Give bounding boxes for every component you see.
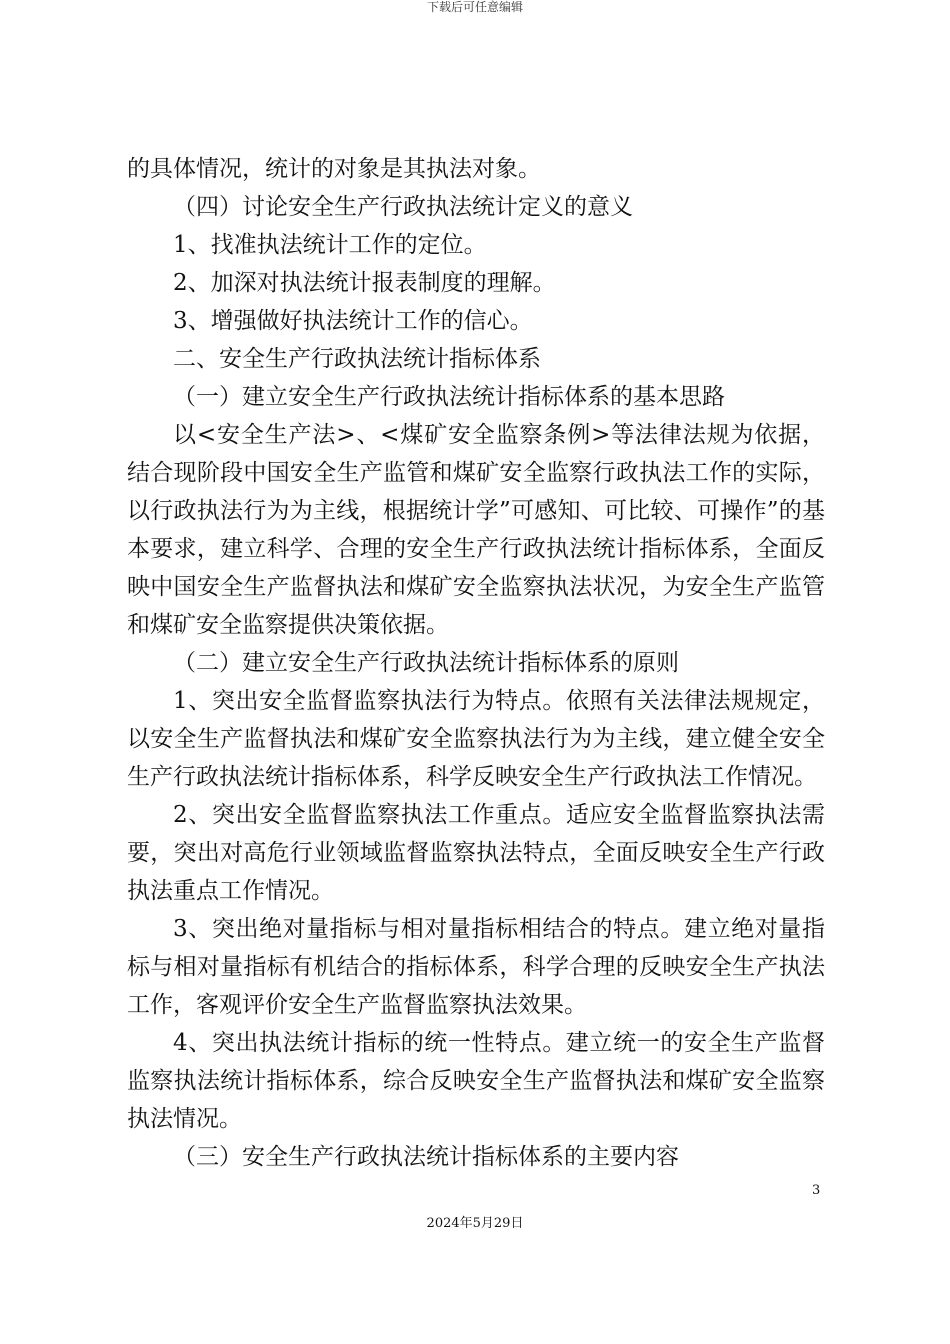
list-item-3: 3、增强做好执法统计工作的信心。 [173, 308, 533, 334]
list-item-2: 2、加深对执法统计报表制度的理解。 [173, 270, 556, 296]
principle-item-3: 3、突出绝对量指标与相对量指标相结合的特点。建立绝对量指标与相对量指标有机结合的指标体系，科学合理的反映安全生产执法工作，客观评价安全生产监督监察执法效果。 [127, 916, 825, 1018]
chapter-heading-2: 二、安全生产行政执法统计指标体系 [173, 346, 541, 372]
paragraph-basic-approach: 以<安全生产法>、<煤矿安全监察条例>等法律法规为依据，结合现阶段中国安全生产监管和煤矿安全监察行政执法工作的实际，以行政执法行为为主线，根据统计学”可感知、可比较、可操作”的基本要求，建立科学、合理的安全生产行政执法统计指标体系，全面反映中国安全生产监督执法和煤矿安全监察执法状况，为安全生产监管和煤矿安全监察提供决策依据。 [127, 422, 825, 638]
list-item-1: 1、找准执法统计工作的定位。 [173, 232, 487, 258]
principle-item-1: 1、突出安全监督监察执法行为特点。依照有关法律法规规定，以安全生产监督执法和煤矿安全监察执法行为为主线，建立健全安全生产行政执法统计指标体系，科学反映安全生产行政执法工作情况。 [127, 688, 825, 790]
principle-item-2: 2、突出安全监督监察执法工作重点。适应安全监督监察执法需要，突出对高危行业领域监督监察执法特点，全面反映安全生产行政执法重点工作情况。 [127, 802, 825, 904]
header-note: 下载后可任意编辑 [426, 0, 523, 14]
paragraph-continuation: 的具体情况，统计的对象是其执法对象。 [127, 156, 541, 182]
section-heading-2: （二）建立安全生产行政执法统计指标体系的原则 [173, 650, 679, 676]
section-heading-1: （一）建立安全生产行政执法统计指标体系的基本思路 [173, 384, 725, 410]
footer-date: 2024年5月29日 [426, 1216, 524, 1231]
section-heading-4: （四）讨论安全生产行政执法统计定义的意义 [173, 194, 633, 220]
section-heading-3: （三）安全生产行政执法统计指标体系的主要内容 [173, 1144, 679, 1170]
page-number: 3 [812, 1183, 821, 1198]
principle-item-4: 4、突出执法统计指标的统一性特点。建立统一的安全生产监督监察执法统计指标体系，综合反映安全生产监督执法和煤矿安全监察执法情况。 [127, 1030, 825, 1132]
document-body [127, 150, 825, 1176]
